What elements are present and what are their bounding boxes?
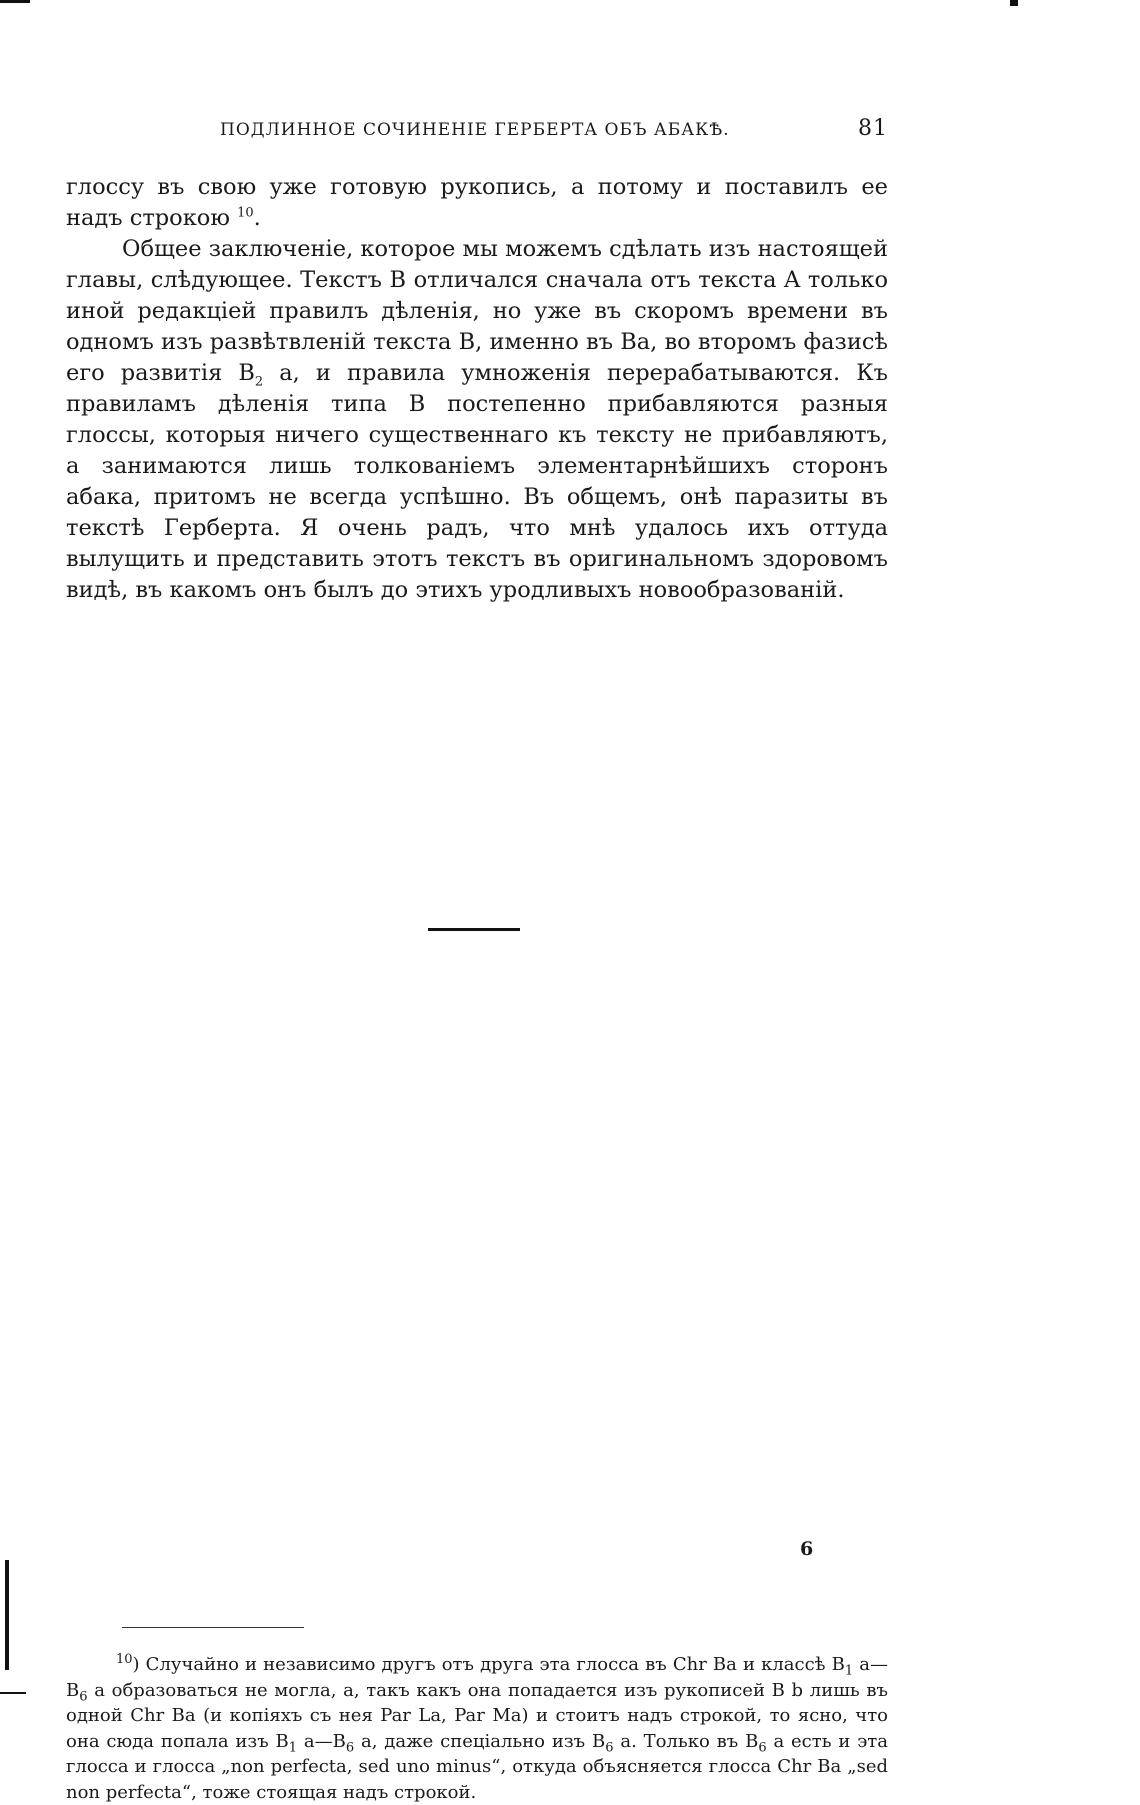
footnote — [66, 1652, 888, 1805]
subscript: 6 — [79, 1689, 88, 1705]
subscript: 1 — [288, 1740, 298, 1756]
paragraph-1 — [66, 172, 888, 234]
section-divider — [428, 928, 520, 931]
paragraph-1-text: глоссу въ свою уже готовую рукопись, а потому и поставилъ ее надъ строкою — [66, 174, 888, 231]
footnote-segment: ) Случайно и независимо другъ отъ друга эта глосса въ Chr Ba и классѣ B — [132, 1654, 845, 1675]
subscript: 6 — [605, 1740, 614, 1756]
scan-artifact-bottom-left — [0, 1692, 26, 1694]
subscript: 1 — [844, 1663, 854, 1679]
paragraph-1-tail: . — [253, 205, 261, 231]
subscript: 2 — [254, 374, 264, 390]
scan-artifact-left-edge — [5, 1560, 9, 1670]
footnote-segment: a есть и эта глосса и глосса „non perfecta, sed uno minus“, откуда объясняется глосса Chr Ba „sed non perfecta“, тоже стоящая надъ строкой. — [66, 1730, 888, 1803]
footnote-segment: a. Только въ B — [613, 1730, 759, 1752]
subscript: 6 — [345, 1740, 355, 1756]
scan-artifact-top-right — [1010, 0, 1018, 6]
main-text — [66, 172, 888, 606]
paragraph-2 — [66, 234, 888, 606]
footnote-divider — [122, 1627, 304, 1629]
footnote-reference[interactable]: 10 — [237, 205, 254, 221]
paragraph-2-part-2: a, и правила умноженія перерабатываются. Къ правиламъ дѣленія типа B постепенно прибавляются разныя глоссы, которыя ничего существеннаго къ тексту не прибавляютъ, а занимаются лишь толкованіемъ элементарнѣйшихъ сторонъ абака, притомъ не всегда успѣшно. Въ общемъ, онѣ паразиты въ текстѣ Герберта. Я очень радъ, что мнѣ удалось ихъ оттуда вылущить и представить этотъ текстъ въ оригинальномъ здоровомъ видѣ, въ какомъ онъ былъ до этихъ уродливыхъ новообразованій. — [66, 360, 888, 603]
scan-artifact-top-left — [0, 0, 30, 3]
footnote-segment: a—B — [66, 1654, 888, 1701]
footnote-text — [66, 1652, 888, 1805]
subscript: 6 — [758, 1740, 767, 1756]
footnote-number: 10 — [116, 1652, 133, 1667]
running-title: ПОДЛИННОЕ СОЧИНЕНІЕ ГЕРБЕРТА ОБЪ АБАКѢ. — [220, 120, 730, 140]
page-number: 81 — [858, 116, 888, 141]
footnote-segment: a, даже спеціально изъ B — [354, 1730, 606, 1752]
paragraph-2-part-1: Общее заключеніе, которое мы можемъ сдѣлать изъ настоящей главы, слѣдующее. Текстъ B отличался сначала отъ текста A только иной редакціей правилъ дѣленія, но уже въ скоромъ времени въ одномъ изъ развѣтвленій текста B, именно въ Ba, во второмъ фазисѣ его развитія B — [66, 236, 888, 386]
footnote-segment: a образоваться не могла, а, такъ какъ она попадается изъ рукописей B b лишь въ одной Chr Ba (и копіяхъ съ нея Par La, Par Ma) и стоитъ надъ строкой, то ясно, что она сюда попала изъ B — [66, 1679, 888, 1752]
footnote-segment: a—B — [297, 1730, 346, 1752]
signature-mark: 6 — [800, 1538, 814, 1560]
